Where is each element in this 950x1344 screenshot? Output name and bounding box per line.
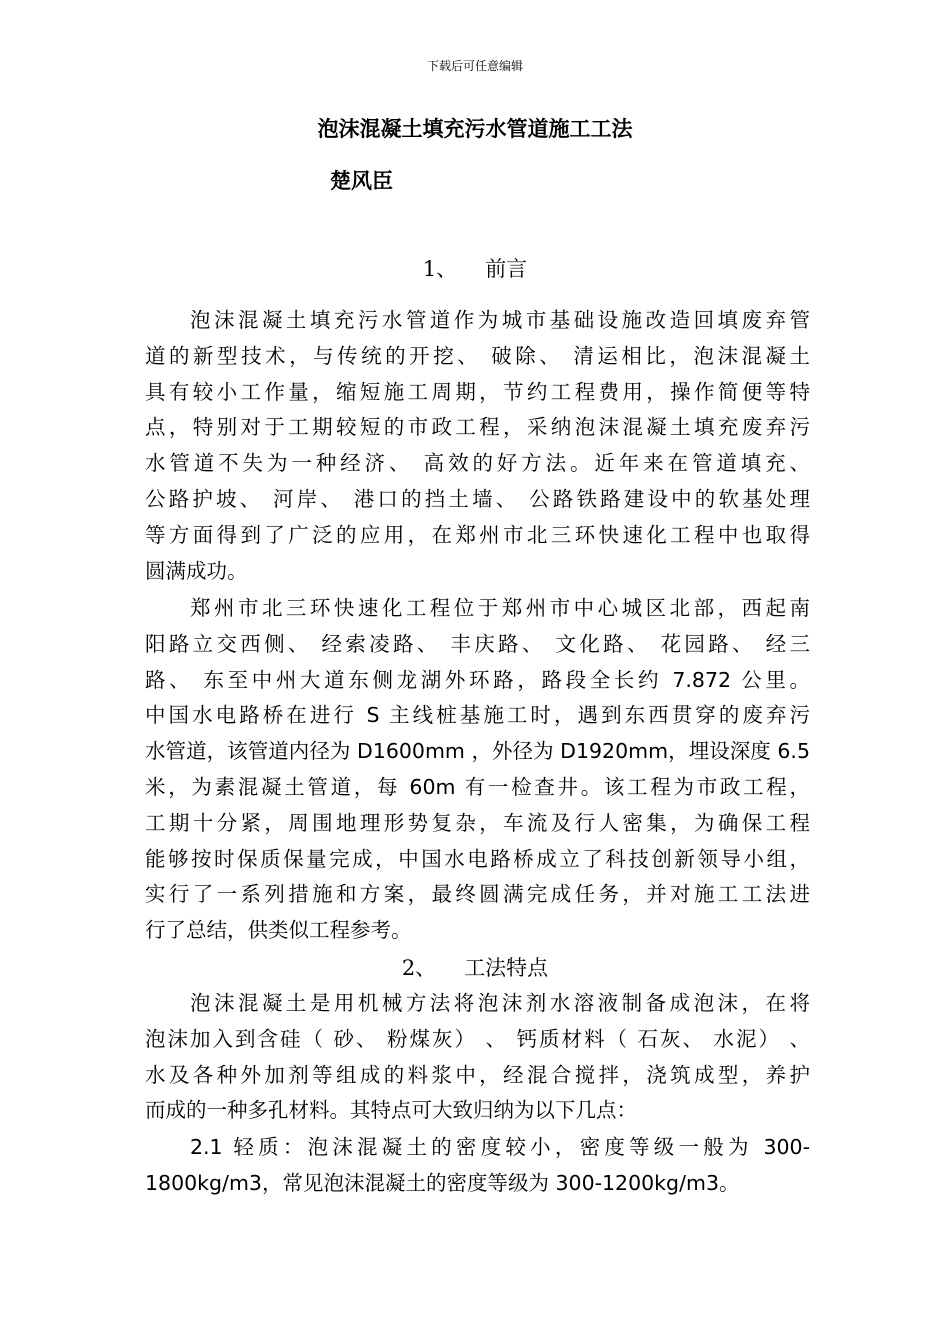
text-line: 具有较小工作量，缩短施工周期，节约工程费用，操作简便等特 [145, 379, 810, 404]
paragraph-intro [145, 303, 810, 589]
text-line: 圆满成功。 [145, 558, 248, 583]
text-line: 能够按时保质保量完成，中国水电路桥成立了科技创新领导小组， [145, 846, 810, 871]
text-line: 水及各种外加剂等组成的料浆中，经混合搅拌，浇筑成型，养护 [145, 1062, 810, 1087]
text-line: 1800kg/m3，常见泡沫混凝土的密度等级为 300-1200kg/m3。 [145, 1170, 740, 1195]
text-line: 路、 东至中州大道东侧龙湖外环路，路段全长约 7.872 公里。 [145, 667, 810, 692]
page-header-note: 下载后可任意编辑 [426, 59, 523, 73]
paragraph-project [145, 591, 810, 949]
section-number: 1、 [422, 257, 458, 281]
text-line: 点，特别对于工期较短的市政工程，采纳泡沫混凝土填充废弃污 [145, 415, 810, 440]
section-title: 前言 [485, 257, 528, 281]
section-heading-1 [0, 254, 950, 284]
section-heading-2 [0, 953, 950, 983]
paragraph-features [145, 986, 810, 1129]
text-line: 工期十分紧，周围地理形势复杂，车流及行人密集，为确保工程 [145, 810, 810, 835]
paragraph-lightweight [145, 1130, 810, 1202]
text-line: 中国水电路桥在进行 S 主线桩基施工时，遇到东西贯穿的废弃污 [145, 703, 810, 728]
text-line: 泡沫混凝土是用机械方法将泡沫剂水溶液制备成泡沫，在将 [190, 991, 810, 1015]
text-line: 道的新型技术，与传统的开挖、 破除、 清运相比，泡沫混凝土 [145, 343, 810, 368]
text-line: 泡沫混凝土填充污水管道作为城市基础设施改造回填废弃管 [190, 308, 810, 332]
section-title: 工法特点 [464, 956, 549, 980]
text-line: 行了总结，供类似工程参考。 [145, 918, 412, 943]
text-line: 而成的一种多孔材料。其特点可大致归纳为以下几点： [145, 1098, 637, 1123]
text-line: 水管道不失为一种经济、 高效的好方法。近年来在管道填充、 [145, 451, 810, 476]
text-line: 实行了一系列措施和方案，最终圆满完成任务，并对施工工法进 [145, 882, 810, 907]
section-number: 2、 [401, 956, 437, 980]
document-author: 楚风臣 [330, 169, 393, 193]
text-line: 泡沫加入到含硅（ 砂、 粉煤灰） 、 钙质材料（ 石灰、 水泥） 、 [145, 1026, 810, 1051]
text-line: 水管道，该管道内径为 D1600mm ，外径为 D1920mm，埋设深度 6.5 [145, 739, 810, 764]
text-line: 2.1 轻质：泡沫混凝土的密度较小，密度等级一般为 300- [190, 1135, 810, 1159]
text-line: 米，为素混凝土管道，每 60m 有一检查井。该工程为市政工程， [145, 774, 810, 799]
document-title: 泡沫混凝土填充污水管道施工工法 [317, 117, 633, 141]
text-line: 阳路立交西侧、 经索凌路、 丰庆路、 文化路、 花园路、 经三 [145, 631, 810, 656]
text-line: 公路护坡、 河岸、 港口的挡土墙、 公路铁路建设中的软基处理 [145, 486, 810, 511]
text-line: 郑州市北三环快速化工程位于郑州市中心城区北部，西起南 [190, 596, 810, 620]
text-line: 等方面得到了广泛的应用，在郑州市北三环快速化工程中也取得 [145, 522, 810, 547]
